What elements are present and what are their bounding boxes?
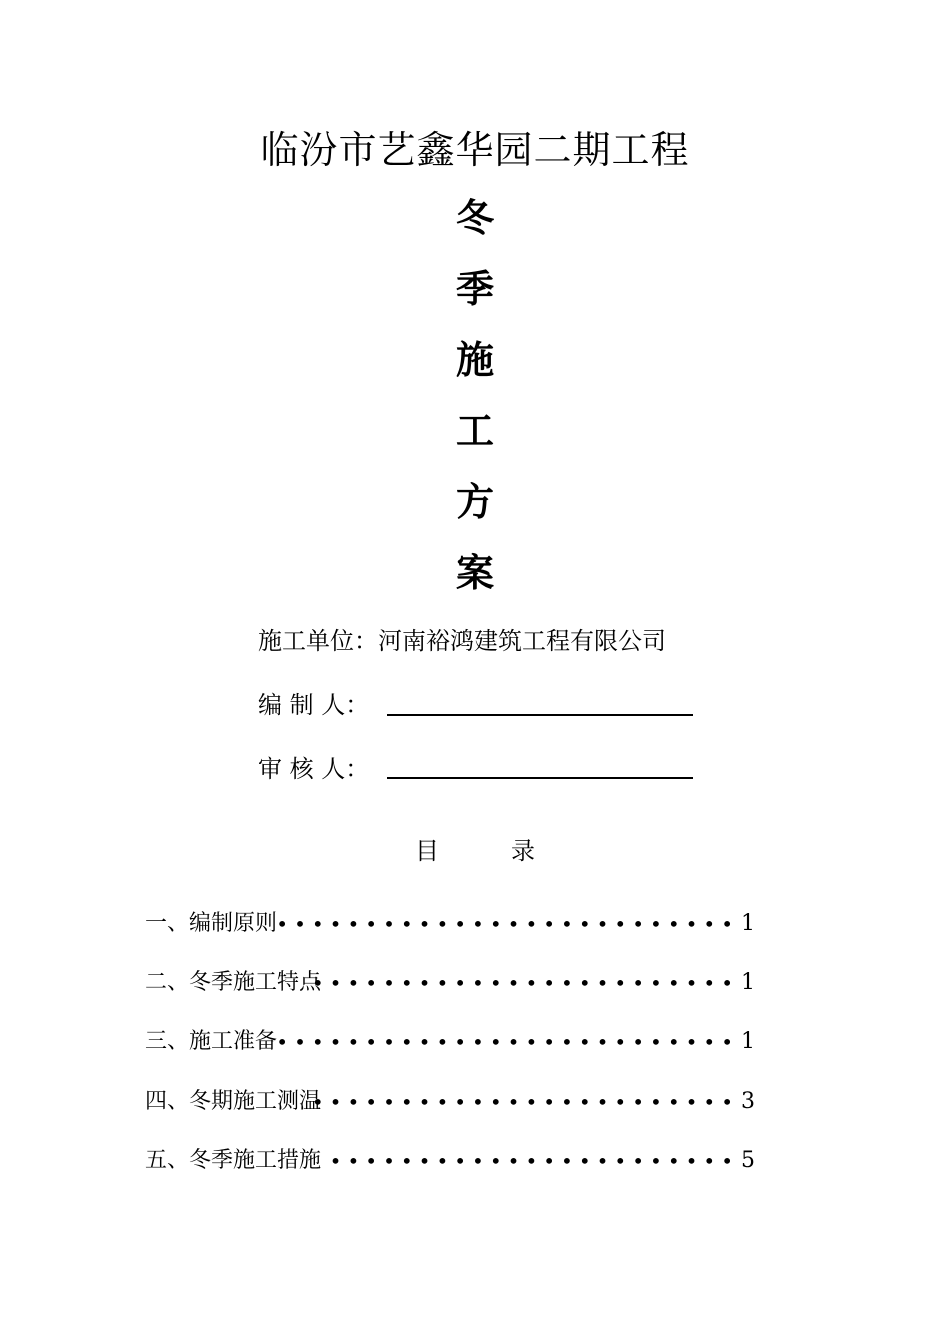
toc-item[interactable] — [145, 965, 755, 1001]
toc-item-label: 二、冬季施工特点 — [145, 970, 322, 995]
author-line — [258, 688, 369, 722]
toc-leader-dots: •••••••••••••••••••••••• — [311, 971, 739, 995]
toc-item[interactable] — [145, 1143, 755, 1179]
plan-title-char-3: 施 — [455, 337, 494, 382]
project-title: 临汾市艺鑫华园二期工程 — [260, 128, 690, 172]
reviewer-blank-line — [387, 777, 693, 779]
plan-title-char-2: 季 — [455, 266, 494, 311]
toc-item-label: 三、施工准备 — [145, 1029, 278, 1054]
toc-item[interactable] — [145, 906, 755, 942]
construction-unit-line — [258, 624, 666, 658]
toc-page-number: 3 — [741, 1089, 755, 1114]
reviewer-line — [258, 752, 369, 786]
reviewer-label: 审 核 人： — [258, 755, 370, 783]
toc-page-number: 5 — [741, 1148, 755, 1173]
toc-leader-dots: ••••••••••••••••••••••• — [329, 1149, 739, 1173]
construction-unit-label: 施工单位： — [258, 627, 378, 655]
plan-title-char-1: 冬 — [455, 195, 494, 240]
toc-heading-left: 目 — [415, 837, 439, 865]
toc-heading — [0, 834, 950, 868]
toc-heading-right: 录 — [511, 837, 535, 865]
author-label: 编 制 人： — [258, 691, 370, 719]
toc-page-number: 1 — [741, 970, 755, 995]
toc-leader-dots: •••••••••••••••••••••••••• — [276, 1030, 739, 1054]
toc-item-label: 四、冬期施工测温 — [145, 1089, 322, 1114]
toc-item[interactable] — [145, 1024, 755, 1060]
construction-unit-value: 河南裕鸿建筑工程有限公司 — [378, 627, 666, 655]
toc-item-label: 一、编制原则 — [145, 911, 278, 936]
toc-leader-dots: •••••••••••••••••••••••• — [311, 1090, 739, 1114]
toc-item-label: 五、冬季施工措施 — [145, 1148, 322, 1173]
plan-title-char-6: 案 — [455, 550, 494, 595]
author-blank-line — [387, 714, 693, 716]
plan-title-char-5: 方 — [455, 479, 494, 524]
toc-page-number: 1 — [741, 1029, 755, 1054]
toc-leader-dots: •••••••••••••••••••••••••• — [276, 912, 739, 936]
toc-page-number: 1 — [741, 911, 755, 936]
toc-item[interactable] — [145, 1084, 755, 1120]
plan-title-char-4: 工 — [455, 408, 494, 453]
